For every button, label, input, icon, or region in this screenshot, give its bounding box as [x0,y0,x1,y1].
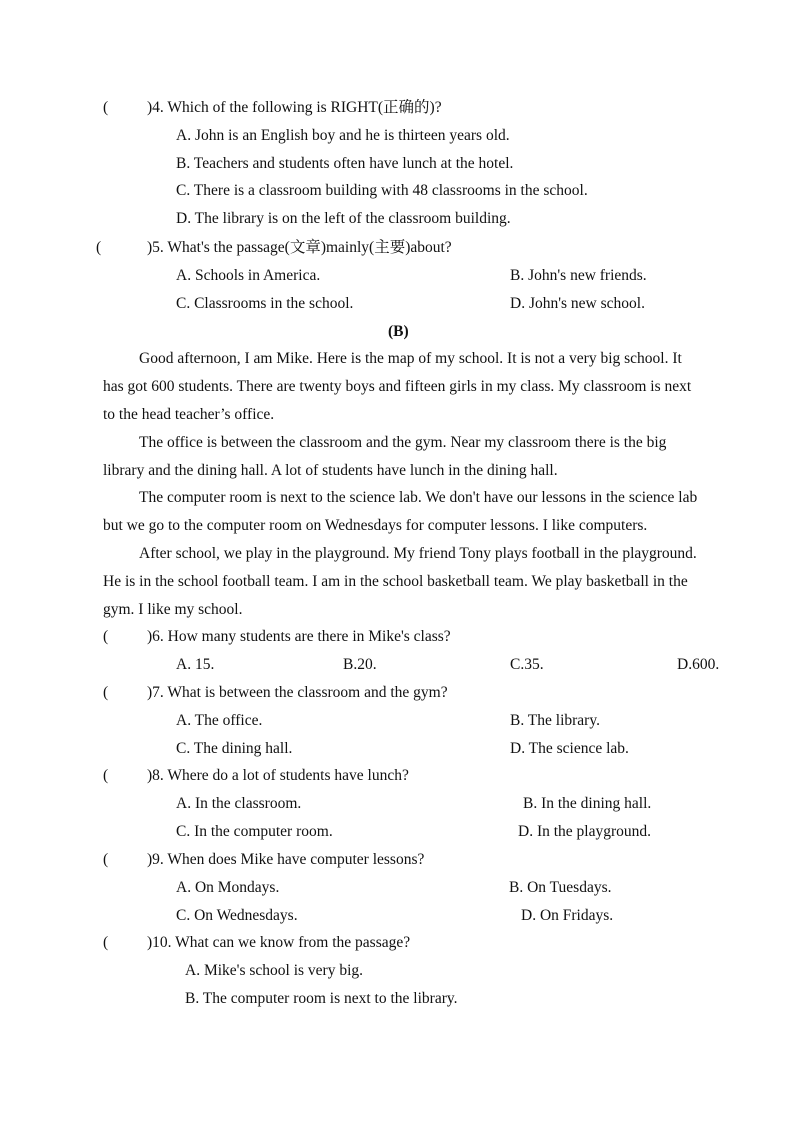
option-b: B. John's new friends. [510,267,647,284]
option-c: C.35. [510,656,544,673]
option-a: A. On Mondays. [176,879,280,896]
option-c: C. On Wednesdays. [176,907,298,924]
passage-line: but we go to the computer room on Wednesdays for computer lessons. I like computers. [103,517,648,534]
passage-line: The office is between the classroom and the gym. Near my classroom there is the big [139,434,667,451]
option-c: C. The dining hall. [176,740,293,757]
option-c: C. There is a classroom building with 48 classrooms in the school. [176,182,588,199]
option-b: B. In the dining hall. [523,795,652,812]
passage-line: The computer room is next to the science lab. We don't have our lessons in the science lab [139,489,698,506]
option-c: C. Classrooms in the school. [176,295,354,312]
answer-blank[interactable]: ( [103,684,109,701]
passage-line: After school, we play in the playground. My friend Tony plays football in the playground. [139,545,697,562]
question-stem: )7. What is between the classroom and the gym? [147,684,448,701]
option-a: A. Schools in America. [176,267,321,284]
option-b: B.20. [343,656,377,673]
option-b: B. The library. [510,712,600,729]
answer-blank[interactable]: ( [103,628,109,645]
question-stem: )10. What can we know from the passage? [147,934,411,951]
question-stem: )6. How many students are there in Mike's class? [147,628,451,645]
option-c: C. In the computer room. [176,823,333,840]
section-heading: (B) [388,323,409,340]
answer-blank[interactable]: ( [103,851,109,868]
passage-line: has got 600 students. There are twenty boys and fifteen girls in my class. My classroom is next [103,378,692,395]
passage-line: Good afternoon, I am Mike. Here is the map of my school. It is not a very big school. It [139,350,682,367]
question-stem: )5. What's the passage(文章)mainly(主要)about? [147,239,452,256]
answer-blank[interactable]: ( [103,934,109,951]
passage-line: library and the dining hall. A lot of students have lunch in the dining hall. [103,462,558,479]
option-a: A. Mike's school is very big. [185,962,364,979]
answer-blank[interactable]: ( [103,99,109,116]
passage-line: to the head teacher’s office. [103,406,275,423]
question-stem: )9. When does Mike have computer lessons? [147,851,425,868]
answer-blank[interactable]: ( [96,239,102,256]
option-a: A. In the classroom. [176,795,302,812]
option-b: B. The computer room is next to the library. [185,990,458,1007]
question-stem: )8. Where do a lot of students have lunch? [147,767,409,784]
option-a: A. John is an English boy and he is thirteen years old. [176,127,510,144]
option-b: B. Teachers and students often have lunch at the hotel. [176,155,514,172]
option-a: A. 15. [176,656,215,673]
option-d: D. John's new school. [510,295,645,312]
question-stem: )4. Which of the following is RIGHT(正确的)? [147,99,442,116]
passage-line: He is in the school football team. I am in the school basketball team. We play basketball in the [103,573,688,590]
option-d: D. The science lab. [510,740,629,757]
option-d: D. The library is on the left of the classroom building. [176,210,511,227]
passage-line: gym. I like my school. [103,601,243,618]
answer-blank[interactable]: ( [103,767,109,784]
option-b: B. On Tuesdays. [509,879,612,896]
option-d: D.600. [677,656,720,673]
option-a: A. The office. [176,712,263,729]
option-d: D. On Fridays. [521,907,614,924]
option-d: D. In the playground. [518,823,652,840]
